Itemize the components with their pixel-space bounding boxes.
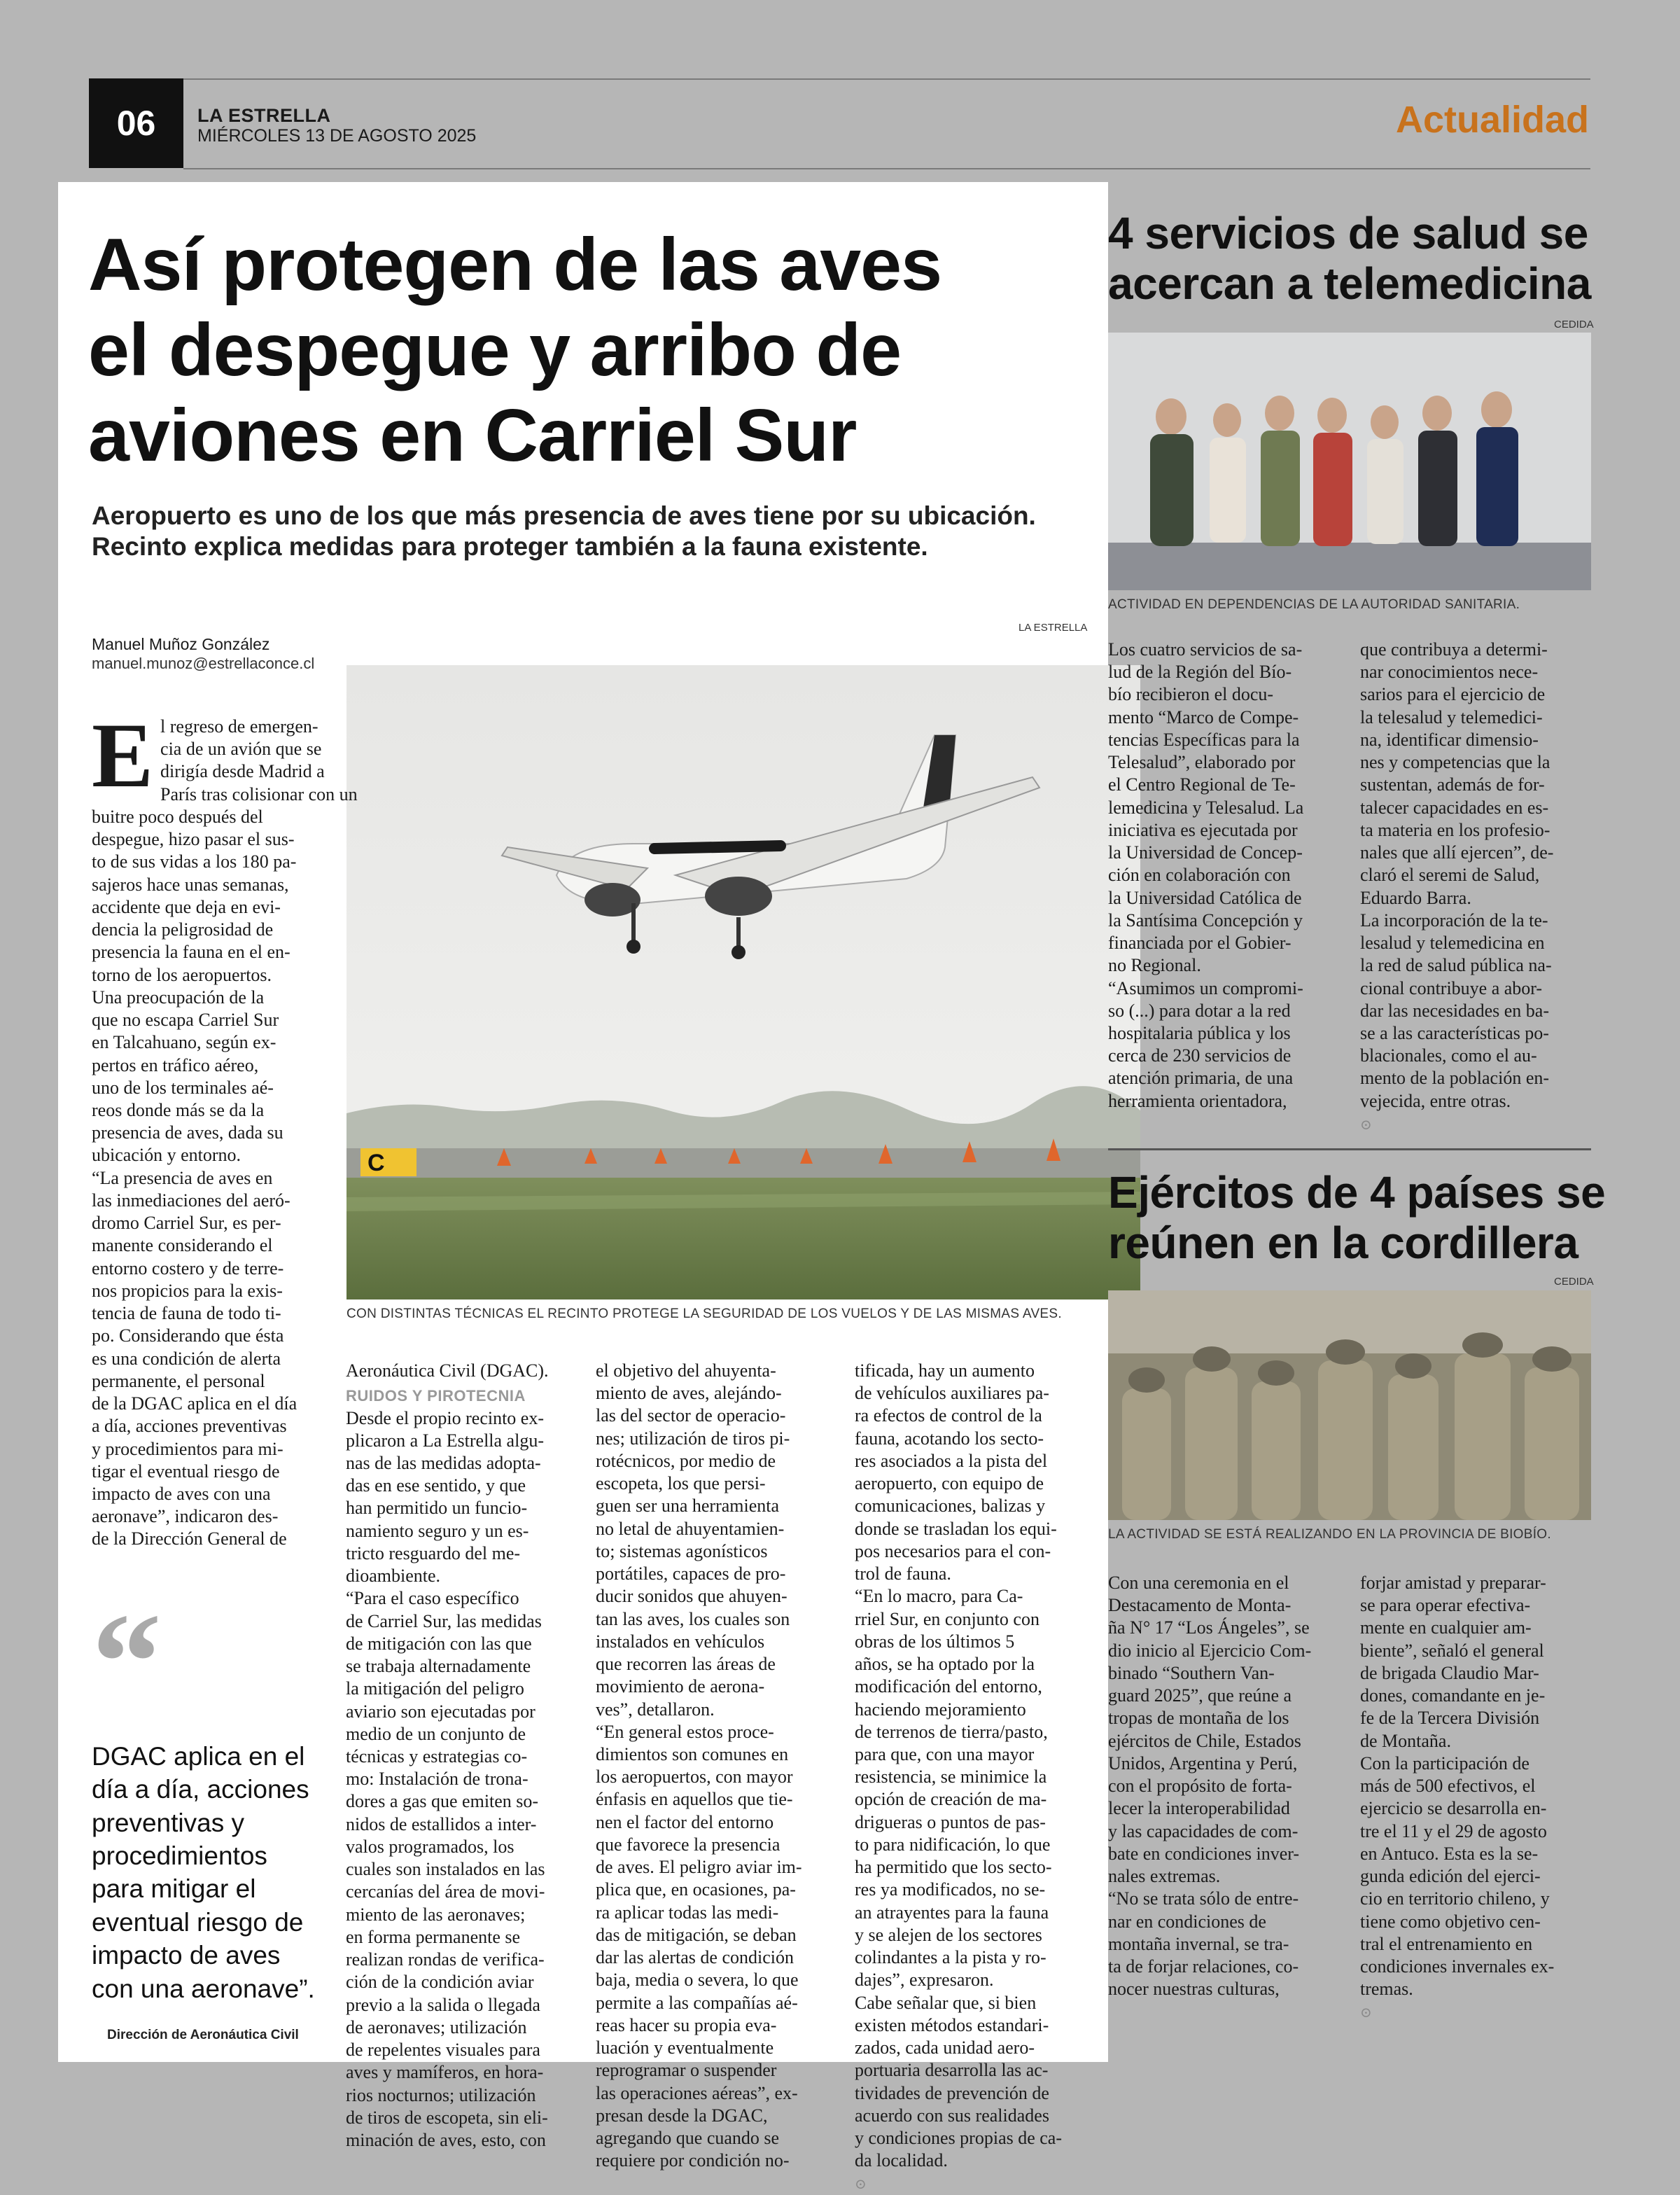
text-line: atención primaria, de una	[1108, 1068, 1294, 1089]
text-line: existen métodos estandari-	[855, 2014, 1049, 2035]
text-line: impacto de aves	[92, 1941, 281, 1970]
text-line: la Universidad Católica de	[1108, 887, 1302, 908]
deck-line: Recinto explica medidas para proteger también a la fauna existente.	[92, 532, 928, 562]
text-line: tiene como objetivo cen-	[1360, 1911, 1541, 1932]
text-line: claró el seremi de Salud,	[1360, 865, 1540, 886]
text-line: manente considerando el	[92, 1235, 273, 1256]
article-column-1	[92, 704, 358, 1551]
headline-line: el despegue y arribo de	[88, 309, 902, 391]
text-line: plicaron a La Estrella algu-	[346, 1430, 544, 1451]
text-line: lecer la interoperabilidad	[1108, 1798, 1290, 1819]
text-line: París tras colisionar con un	[160, 783, 358, 804]
text-line: que recorren las áreas de	[596, 1654, 776, 1675]
text-line: de aeronaves; utilización	[346, 2016, 527, 2037]
text-line: ción de la condición aviar	[346, 1972, 534, 1993]
text-line: mente en cualquier am-	[1360, 1617, 1532, 1638]
text-line: de aves. El peligro aviar im-	[596, 1857, 802, 1878]
text-line: procedimientos	[92, 1841, 267, 1871]
text-line: de mitigación con las que	[346, 1633, 532, 1654]
text-line: lesalud y telemedicina en	[1360, 933, 1545, 954]
text-line: tencia de fauna de todo ti-	[92, 1303, 281, 1324]
author-email[interactable]: manuel.munoz@estrellaconce.cl	[92, 655, 315, 672]
side-headline-line: 4 servicios de salud se	[1108, 208, 1588, 258]
text-line: en Talcahuano, según ex-	[92, 1032, 276, 1053]
text-line: de brigada Claudio Mar-	[1360, 1662, 1539, 1683]
text-line: nes y competencias que la	[1360, 752, 1550, 773]
text-line: nes; utilización de tiros pi-	[596, 1428, 790, 1449]
text-line: previo a la salida o llegada	[346, 1994, 540, 2015]
main-article	[58, 182, 1108, 2193]
issue-date: MIÉRCOLES 13 DE AGOSTO 2025	[197, 126, 477, 146]
text-line: “En lo macro, para Ca-	[855, 1586, 1023, 1607]
side-headline-line: reúnen en la cordillera	[1108, 1217, 1578, 1268]
text-line: financiada por el Gobier-	[1108, 933, 1292, 954]
text-line: zados, cada unidad aero-	[855, 2037, 1035, 2058]
article-column-3	[596, 1360, 820, 2172]
side-headline-line: acercan a telemedicina	[1108, 258, 1591, 309]
column-1-text	[92, 704, 358, 1551]
text-line: la telesalud y telemedici-	[1360, 706, 1543, 727]
text-line: el objetivo del ahuyenta-	[596, 1360, 776, 1381]
text-line: movimiento de aerona-	[596, 1676, 765, 1697]
text-line: para que, con una mayor	[855, 1743, 1035, 1764]
text-line: Con una ceremonia en el	[1108, 1573, 1289, 1593]
text-line: y se alejen de los sectores	[855, 1924, 1042, 1945]
text-line: es una condición de alerta	[92, 1348, 281, 1369]
runway-sign: C	[368, 1150, 385, 1176]
text-line: ra aplicar todas las medi-	[596, 1902, 779, 1923]
army-soldiers-illustration	[1108, 1290, 1591, 1520]
text-line: de Montaña.	[1360, 1730, 1451, 1751]
text-line: dar las necesidades en ba-	[1360, 1000, 1549, 1021]
text-line: agregando que cuando se	[596, 2127, 780, 2148]
drop-cap: E	[92, 704, 154, 807]
text-line: mento de la población en-	[1360, 1068, 1550, 1089]
main-headline	[88, 223, 942, 477]
pull-quote-text	[92, 1740, 358, 2005]
airplane-photo	[346, 665, 1140, 1299]
text-line: nocer nuestras culturas,	[1108, 1979, 1280, 2000]
text-line: Telesalud”, elaborado por	[1108, 752, 1296, 773]
text-line: de la DGAC aplica en el día	[92, 1393, 298, 1414]
pull-quote-source: Dirección de Aeronáutica Civil	[107, 2027, 299, 2042]
text-line: nales extremas.	[1108, 1866, 1221, 1887]
text-line: dio inicio al Ejercicio Com-	[1108, 1640, 1312, 1661]
text-line: las operaciones aéreas”, ex-	[596, 2082, 798, 2103]
text-line: la Universidad de Concep-	[1108, 842, 1303, 863]
sidebar-divider	[1108, 1148, 1591, 1150]
subhead-ruidos: RUIDOS Y PIROTECNIA	[346, 1387, 526, 1405]
text-line: guen ser una herramienta	[596, 1496, 780, 1517]
text-line: reas hacer su propia eva-	[596, 2014, 777, 2035]
army-column-2-text	[1360, 1572, 1591, 2000]
text-line: to para nidificación, lo que	[855, 1834, 1051, 1855]
author-name: Manuel Muñoz González	[92, 635, 270, 653]
header-top-rule	[89, 78, 1590, 80]
text-line: cuales son instalados en las	[346, 1859, 545, 1880]
text-line: y las capacidades de com-	[1108, 1820, 1298, 1841]
health-column-1-text	[1108, 639, 1339, 1113]
text-line: no letal de ahuyentamien-	[596, 1518, 785, 1539]
text-line: de terrenos de tierra/pasto,	[855, 1721, 1048, 1742]
text-line: preventivas y	[92, 1808, 244, 1837]
text-line: dromo Carriel Sur, es per-	[92, 1213, 281, 1234]
text-line: pos necesarios para el con-	[855, 1540, 1051, 1561]
article-column-4	[855, 1360, 1086, 2195]
text-line: permanente, el personal	[92, 1370, 265, 1391]
text-line: día a día, acciones	[92, 1775, 309, 1804]
text-line: modificación del entorno,	[855, 1676, 1042, 1697]
text-line: Eduardo Barra.	[1360, 887, 1471, 908]
text-line: vejecida, entre otras.	[1360, 1090, 1511, 1111]
text-line: sustentan, además de for-	[1360, 774, 1545, 795]
text-line: ves”, detallaron.	[596, 1699, 715, 1720]
text-line: reprogramar o suspender	[596, 2060, 777, 2081]
photo-caption: CON DISTINTAS TÉCNICAS EL RECINTO PROTEGE LA SEGURIDAD DE LOS VUELOS Y DE LAS MISMAS AVES.	[346, 1306, 1062, 1321]
text-line: tremas.	[1360, 1979, 1413, 2000]
text-line: an atrayentes para la fauna	[855, 1902, 1049, 1923]
text-line: miento de aves, alejándo-	[596, 1383, 782, 1404]
text-line: han permitido un funcio-	[346, 1498, 528, 1519]
text-line: “Para el caso específico	[346, 1588, 519, 1609]
text-line: de Carriel Sur, las medidas	[346, 1610, 542, 1631]
page-number: 06	[89, 78, 183, 168]
text-line: accidente que deja en evi-	[92, 896, 281, 917]
text-line: realizan rondas de verifica-	[346, 1949, 545, 1970]
text-line: la mitigación del peligro	[346, 1678, 524, 1699]
text-line: das en ese sentido, y que	[346, 1475, 526, 1496]
text-line: condiciones invernales ex-	[1360, 1956, 1555, 1977]
text-line: opción de creación de ma-	[855, 1789, 1047, 1810]
text-line: dirigía desde Madrid a	[160, 761, 325, 782]
deck-line: Aeropuerto es uno de los que más presencia de aves tiene por su ubicación.	[92, 501, 1036, 530]
text-line: lemedicina y Telesalud. La	[1108, 797, 1304, 818]
text-line: donde se trasladan los equi-	[855, 1518, 1057, 1539]
end-mark-icon: ⊙	[855, 2177, 867, 2193]
text-line: y condiciones propias de ca-	[855, 2127, 1063, 2148]
text-line: cio en territorio chileno, y	[1360, 1888, 1550, 1909]
text-line: tan las aves, los cuales son	[596, 1608, 790, 1629]
text-line: requiere por condición no-	[596, 2150, 790, 2171]
text-line: mento “Marco de Compe-	[1108, 706, 1299, 727]
text-line: ha permitido que los secto-	[855, 1857, 1052, 1878]
text-line: guard 2025”, que reúne a	[1108, 1685, 1292, 1706]
text-line: énfasis en aquellos que tie-	[596, 1789, 793, 1810]
health-group-photo	[1108, 333, 1591, 590]
text-line: res asociados a la pista del	[855, 1450, 1048, 1471]
text-line: rriel Sur, en conjunto con	[855, 1608, 1040, 1629]
text-line: tral el entrenamiento en	[1360, 1933, 1533, 1954]
text-line: nales que allí ejercen”, de-	[1360, 842, 1554, 863]
text-line: dores a gas que emiten so-	[346, 1791, 539, 1812]
army-soldiers-photo	[1108, 1290, 1591, 1520]
text-line: Con la participación de	[1360, 1752, 1530, 1774]
text-line: de vehículos auxiliares pa-	[855, 1383, 1049, 1404]
text-line: ejercicio se desarrolla en-	[1360, 1798, 1547, 1819]
text-line: acuerdo con sus realidades	[855, 2105, 1049, 2126]
text-line: fauna, acotando los secto-	[855, 1428, 1044, 1449]
text-line: despegue, hizo pasar el sus-	[92, 829, 295, 850]
end-mark-icon: ⊙	[1360, 2005, 1372, 2021]
text-line: las del sector de operacio-	[596, 1405, 786, 1426]
text-line: el Centro Regional de Te-	[1108, 774, 1296, 795]
text-line: presencia la fauna en el en-	[92, 942, 290, 963]
text-line: res ya modificados, no se-	[855, 1879, 1046, 1900]
column-2-first-line: Aeronáutica Civil (DGAC).	[346, 1360, 549, 1381]
text-line: miento de las aeronaves;	[346, 1904, 526, 1925]
army-column-1-text	[1108, 1572, 1339, 2000]
text-line: na, identificar dimensio-	[1360, 729, 1539, 750]
text-line: DGAC aplica en el	[92, 1742, 305, 1771]
text-line: nas de las medidas adopta-	[346, 1452, 541, 1473]
text-line: a día, acciones preventivas	[92, 1416, 287, 1437]
text-line: tricto resguardo del me-	[346, 1542, 521, 1563]
text-line: obras de los últimos 5	[855, 1631, 1015, 1652]
text-line: gunda edición del ejerci-	[1360, 1866, 1541, 1887]
column-4-text	[855, 1360, 1086, 2172]
text-line: dar las alertas de condición	[596, 1947, 794, 1968]
section-label: Actualidad	[1395, 99, 1589, 141]
text-line: aeronave”, indicaron des-	[92, 1506, 279, 1527]
text-line: aviario son ejecutadas por	[346, 1701, 536, 1722]
text-line: sarios para el ejercicio de	[1360, 684, 1546, 705]
text-line: dencia la peligrosidad de	[92, 919, 274, 940]
text-line: dajes”, expresaron.	[855, 1970, 994, 1991]
text-line: ta de forjar relaciones, co-	[1108, 1956, 1299, 1977]
text-line: de repelentes visuales para	[346, 2040, 540, 2061]
text-line: nen el factor del entorno	[596, 1811, 774, 1832]
text-line: que contribuya a determi-	[1360, 639, 1548, 660]
text-line: rios nocturnos; utilización	[346, 2084, 536, 2105]
text-line: to de sus vidas a los 180 pa-	[92, 851, 297, 872]
text-line: que no escapa Carriel Sur	[92, 1010, 279, 1031]
text-line: medio de un conjunto de	[346, 1723, 526, 1744]
side-headline-health	[1108, 209, 1591, 309]
end-mark-icon: ⊙	[1360, 1117, 1372, 1133]
text-line: “Asumimos un compromi-	[1108, 977, 1303, 998]
text-line: nos propicios para la exis-	[92, 1280, 283, 1301]
text-line: resistencia, se minimice la	[855, 1767, 1047, 1788]
text-line: más de 500 efectivos, el	[1360, 1776, 1536, 1797]
text-line: cia de un avión que se	[160, 739, 322, 760]
text-line: drigueras o puntos de pas-	[855, 1811, 1046, 1832]
photo-credit: LA ESTRELLA	[1018, 622, 1088, 634]
text-line: pertos en tráfico aéreo,	[92, 1054, 259, 1075]
text-line: Unidos, Argentina y Perú,	[1108, 1752, 1298, 1774]
text-line: Cabe señalar que, si bien	[855, 1992, 1037, 2013]
text-line: se para operar efectiva-	[1360, 1595, 1531, 1616]
text-line: se a las características po-	[1360, 1022, 1549, 1043]
text-line: no Regional.	[1108, 955, 1201, 976]
text-line: La incorporación de la te-	[1360, 910, 1548, 931]
text-line: bate en condiciones inver-	[1108, 1843, 1300, 1864]
text-line: portátiles, capaces de pro-	[596, 1563, 786, 1584]
column-2-text	[346, 1407, 556, 2152]
text-line: para mitigar el	[92, 1874, 256, 1904]
column-3-text	[596, 1360, 820, 2172]
text-line: las inmediaciones del aeró-	[92, 1190, 290, 1211]
quote-mark-icon: “	[92, 1585, 162, 1740]
text-line: portuaria desarrolla las ac-	[855, 2060, 1049, 2081]
text-line: Los cuatro servicios de sa-	[1108, 639, 1303, 660]
text-line: dones, comandante en je-	[1360, 1685, 1546, 1706]
headline-line: Así protegen de las aves	[88, 223, 942, 306]
text-line: instalados en vehículos	[596, 1631, 765, 1652]
text-line: rotécnicos, por medio de	[596, 1450, 776, 1471]
photo-caption-health: ACTIVIDAD EN DEPENDENCIAS DE LA AUTORIDAD SANITARIA.	[1108, 597, 1520, 612]
text-line: se trabaja alternadamente	[346, 1656, 531, 1677]
text-line: impacto de aves con una	[92, 1483, 271, 1504]
text-line: po. Considerando que ésta	[92, 1325, 284, 1346]
header-bottom-rule	[183, 168, 1590, 169]
text-line: tigar el eventual riesgo de	[92, 1461, 280, 1482]
text-line: herramienta orientadora,	[1108, 1090, 1287, 1111]
text-line: reos donde más se da la	[92, 1099, 265, 1120]
photo-credit-health: CEDIDA	[1554, 319, 1594, 330]
photo-credit-army: CEDIDA	[1554, 1276, 1594, 1288]
text-line: permite a las compañías aé-	[596, 1992, 798, 2013]
text-line: namiento seguro y un es-	[346, 1520, 529, 1541]
article-column-2	[346, 1360, 556, 2152]
army-column-1	[1108, 1572, 1339, 2000]
text-line: binado “Southern Van-	[1108, 1662, 1275, 1683]
text-line: tificada, hay un aumento	[855, 1360, 1035, 1381]
text-line: técnicas y estrategias co-	[346, 1746, 528, 1767]
text-line: ta materia en los profesio-	[1360, 819, 1550, 840]
text-line: nar conocimientos nece-	[1360, 662, 1539, 683]
text-line: en forma permanente se	[346, 1926, 521, 1947]
text-line: bío recibieron el docu-	[1108, 684, 1274, 705]
text-line: entorno costero y de terre-	[92, 1257, 284, 1278]
text-line: biente”, señaló el general	[1360, 1640, 1544, 1661]
newspaper-name: LA ESTRELLA	[197, 105, 331, 126]
text-line: Una preocupación de la	[92, 987, 265, 1008]
pull-quote	[92, 1585, 358, 2043]
text-line: hospitalaria pública y los	[1108, 1022, 1291, 1043]
text-line: minación de aves, esto, con	[346, 2130, 546, 2150]
text-line: cional contribuye a abor-	[1360, 977, 1543, 998]
text-line: tencias Específicas para la	[1108, 729, 1300, 750]
text-line: ra efectos de control de la	[855, 1405, 1042, 1426]
text-line: cercanías del área de movi-	[346, 1881, 545, 1902]
text-line: tividades de prevención de	[855, 2082, 1049, 2103]
text-line: aeropuerto, con equipo de	[855, 1473, 1044, 1494]
text-line: ducir sonidos que ahuyen-	[596, 1586, 788, 1607]
text-line: forjar amistad y preparar-	[1360, 1573, 1546, 1593]
text-line: en Antuco. Esta es la se-	[1360, 1843, 1539, 1864]
text-line: comunicaciones, balizas y	[855, 1496, 1046, 1517]
text-line: uno de los terminales aé-	[92, 1077, 274, 1098]
text-line: de tiros de escopeta, sin eli-	[346, 2107, 548, 2128]
text-line: presencia de aves, dada su	[92, 1122, 284, 1143]
text-line: aves y mamíferos, en hora-	[346, 2062, 544, 2083]
text-line: nidos de estallidos a inter-	[346, 1813, 537, 1834]
text-line: presan desde la DGAC,	[596, 2105, 768, 2126]
text-line: escopeta, los que persi-	[596, 1473, 766, 1494]
text-line: “En general estos proce-	[596, 1721, 774, 1742]
text-line: fe de la Tercera División	[1360, 1708, 1540, 1729]
text-line: mo: Instalación de trona-	[346, 1769, 528, 1790]
text-line: años, se ha optado por la	[855, 1654, 1035, 1675]
text-line: Desde el propio recinto ex-	[346, 1407, 545, 1428]
text-line: sajeros hace unas semanas,	[92, 874, 289, 895]
text-line: montaña invernal, se tra-	[1108, 1933, 1289, 1954]
text-line: tropas de montaña de los	[1108, 1708, 1289, 1729]
text-line: con una aeronave”.	[92, 1974, 315, 2003]
text-line: “La presencia de aves en	[92, 1167, 273, 1188]
text-line: dioambiente.	[346, 1566, 441, 1587]
headline-line: aviones en Carriel Sur	[88, 394, 857, 477]
text-line: buitre poco después del	[92, 806, 263, 827]
text-line: baja, media o severa, lo que	[596, 1970, 799, 1991]
text-line: y procedimientos para mi-	[92, 1438, 284, 1459]
text-line: los aeropuertos, con mayor	[596, 1767, 793, 1788]
side-headline-line: Ejércitos de 4 países se	[1108, 1167, 1606, 1218]
text-line: nar en condiciones de	[1108, 1911, 1266, 1932]
text-line: trol de fauna.	[855, 1563, 951, 1584]
text-line: torno de los aeropuertos.	[92, 964, 272, 985]
text-line: ejércitos de Chile, Estados	[1108, 1730, 1301, 1751]
text-line: das de mitigación, se deban	[596, 1924, 797, 1945]
text-line: dimientos son comunes en	[596, 1743, 789, 1764]
text-line: cerca de 230 servicios de	[1108, 1045, 1292, 1066]
text-line: colindantes a la pista y ro-	[855, 1947, 1046, 1968]
text-line: la red de salud pública na-	[1360, 955, 1552, 976]
text-line: ubicación y entorno.	[92, 1145, 241, 1166]
text-line: tre el 11 y el 29 de agosto	[1360, 1820, 1547, 1841]
text-line: eventual riesgo de	[92, 1907, 304, 1937]
text-line: to; sistemas agonísticos	[596, 1540, 768, 1561]
text-line: “No se trata sólo de entre-	[1108, 1888, 1299, 1909]
text-line: iniciativa es ejecutada por	[1108, 819, 1298, 840]
health-column-1	[1108, 639, 1339, 1113]
text-line: lud de la Región del Bío-	[1108, 662, 1292, 683]
airplane-photo-illustration	[346, 665, 1140, 1299]
text-line: talecer capacidades en es-	[1360, 797, 1549, 818]
text-line: Destacamento de Monta-	[1108, 1595, 1292, 1616]
health-column-2	[1360, 639, 1591, 1135]
health-group-illustration	[1108, 333, 1591, 590]
article-deck	[92, 501, 1036, 563]
text-line: haciendo mejoramiento	[855, 1699, 1026, 1720]
text-line: que favorece la presencia	[596, 1834, 780, 1855]
text-line: plica que, en ocasiones, pa-	[596, 1879, 796, 1900]
health-column-2-text	[1360, 639, 1591, 1113]
text-line: de la Dirección General de	[92, 1528, 287, 1549]
text-line: con el propósito de forta-	[1108, 1776, 1292, 1797]
text-line: luación y eventualmente	[596, 2037, 774, 2058]
side-headline-army	[1108, 1168, 1605, 1268]
text-line: la Santísima Concepción y	[1108, 910, 1303, 931]
army-column-2	[1360, 1572, 1591, 2023]
text-line: l regreso de emergen-	[160, 716, 318, 737]
text-line: blacionales, como el au-	[1360, 1045, 1537, 1066]
text-line: valos programados, los	[346, 1836, 514, 1857]
text-line: ña N° 17 “Los Ángeles”, se	[1108, 1617, 1310, 1638]
text-line: ción en colaboración con	[1108, 865, 1291, 886]
text-line: so (...) para dotar a la red	[1108, 1000, 1291, 1021]
text-line: da localidad.	[855, 2150, 948, 2171]
photo-caption-army: LA ACTIVIDAD SE ESTÁ REALIZANDO EN LA PROVINCIA DE BIOBÍO.	[1108, 1527, 1551, 1542]
